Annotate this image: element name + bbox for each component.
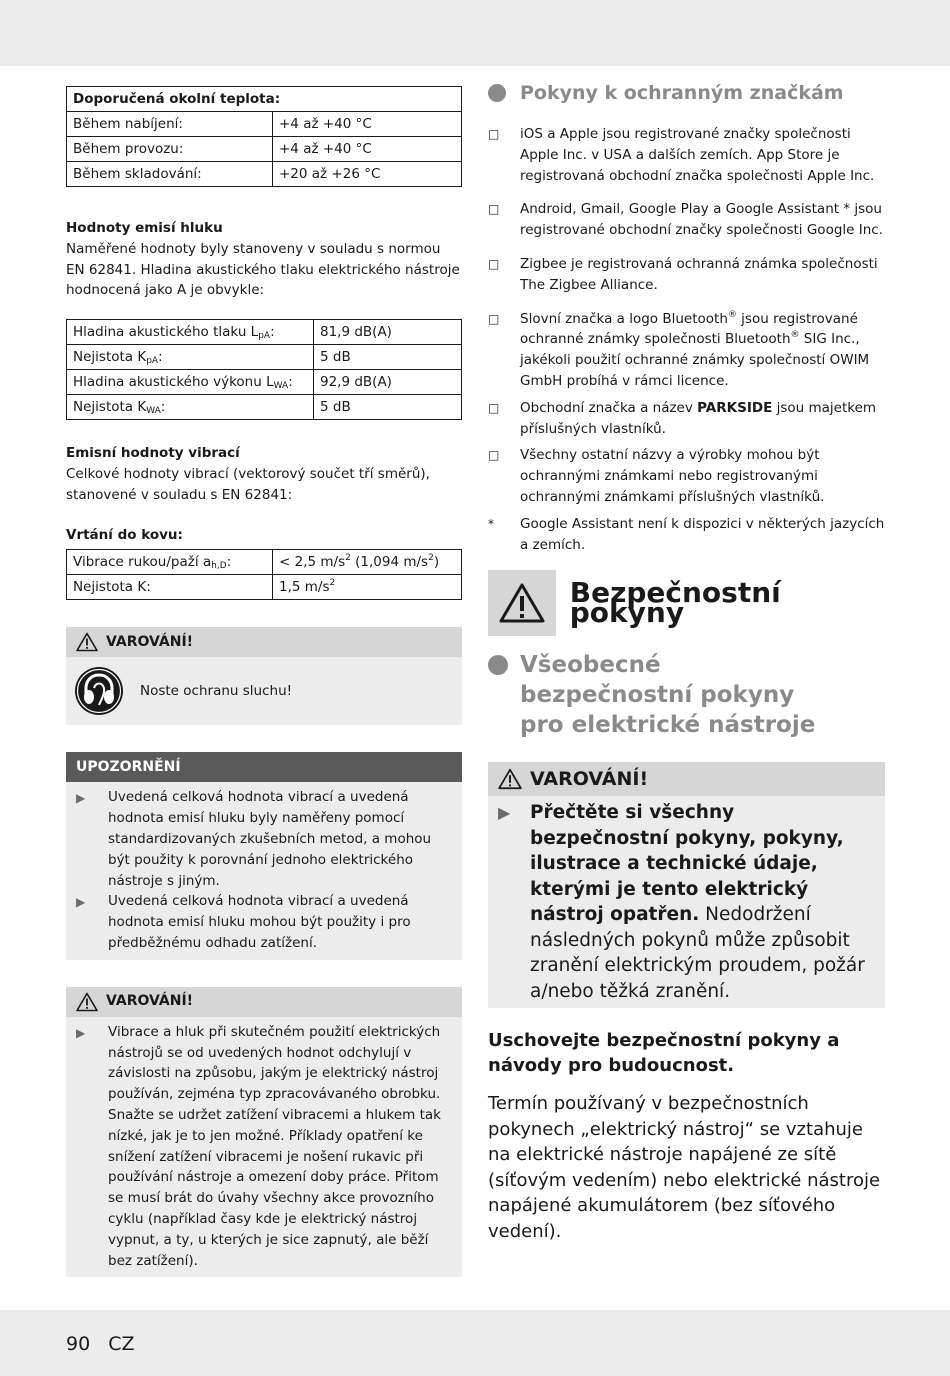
temperature-table (66, 86, 462, 187)
page-number: 90 (66, 1333, 91, 1355)
warning-title: VAROVÁNÍ! (66, 627, 462, 657)
ear-protection-icon (74, 666, 124, 716)
warning-title: VAROVÁNÍ! (488, 762, 885, 796)
list-item: □ Zigbee je registrovaná ochranná známka společnosti The Zigbee Alliance. (488, 254, 885, 296)
top-band (0, 0, 950, 66)
bullet-dot-icon (488, 655, 508, 675)
table-row: Během provozu: +4 až +40 °C (67, 137, 462, 162)
vibration-warning-box (66, 987, 462, 1278)
table-row: Vibrace rukou/paží $a_{h,D}$: < 2,5 $m/s^2$ (1,094 $m/s^2$) (67, 550, 462, 575)
list-item: □ Všechny ostatní názvy a výrobky mohou být ochrannými známkami nebo registrovanými ochrannými známkami příslušných vlastníků. (488, 445, 885, 507)
term-paragraph: Termín používaný v bezpečnostních pokynech „elektrický nástroj“ se vztahuje na elektrické nástroje napájené ze sítě (síťovým vedením) nebo elektrické nástroje napájené akumulátorem (bez síťového vedení). (488, 1093, 881, 1242)
warning-title: VAROVÁNÍ! (66, 987, 462, 1017)
table-row: Nejistota $K_{WA}$: 5 dB (67, 395, 462, 420)
list-item: □ iOS a Apple jsou registrované značky společnosti Apple Inc. v USA a dalších zemích. App Store je registrovaná obchodní značka společnosti Apple Inc. (488, 124, 885, 186)
noise-table (66, 319, 462, 420)
square-bullet-icon: □ (488, 202, 500, 217)
arrow-right-icon: ▶ (76, 895, 86, 910)
trademarks-heading: Pokyny k ochranným značkám (488, 78, 885, 108)
bullet-dot-icon (488, 84, 506, 102)
parkside-brand: PARKSIDE (697, 399, 773, 416)
hearing-warning-text: Noste ochranu sluchu! (140, 682, 293, 699)
table-row: Hladina akustického tlaku $L_{pA}$: 81,9 dB(A) (67, 320, 462, 345)
safety-icon-box (488, 570, 556, 636)
vibration-text: Celkové hodnoty vibrací (vektorový součet tří směrů), stanovené v souladu s EN 62841: (66, 465, 430, 503)
warning-triangle-icon (498, 582, 546, 624)
noise-text: Naměřené hodnoty byly stanoveny v souladu s normou EN 62841. Hladina akustického tlaku elektrického nástroje hodnocená jako A je obvykle: (66, 240, 460, 299)
square-bullet-icon: □ (488, 127, 500, 141)
warning-triangle-icon (76, 992, 98, 1012)
arrow-right-icon: ▶ (76, 1025, 86, 1040)
list-item: ▶ Uvedená celková hodnota vibrací a uvedená hodnota emisí hluku byly naměřeny pomocí standardizovaných zkušebních metod, a mohou být použity k porovnání jednoho elektrického nástroje s jiným. (66, 787, 462, 891)
safety-title: Bezpečnostní pokyny (569, 575, 781, 630)
noise-heading: Hodnoty emisí hluku (66, 220, 223, 236)
page-footer (66, 1333, 147, 1355)
square-bullet-icon: □ (488, 400, 500, 415)
table-row: Hladina akustického výkonu $L_{WA}$: 92,9 dB(A) (67, 370, 462, 395)
square-bullet-icon: □ (488, 448, 500, 463)
square-bullet-icon: □ (488, 256, 500, 271)
vibration-table (66, 549, 462, 600)
list-item: □ Android, Gmail, Google Play a Google Assistant * jsou registrované obchodní značky společnosti Google Inc. (488, 199, 885, 241)
list-item: ▶ Vibrace a hluk při skutečném použití elektrických nástrojů se od uvedených hodnot odchylují v závislosti na způsobu, jakým je elektrický nástroj používán, zejména typ zpracovávaného obrobku. Snažte se udržet zatížení vibracemi a hlukem tak nízké, jak je to jen možné. Příklady opatření ke snížení zatížení vibracemi je nošení rukavic při používání nástroje a omezení doby práce. Přitom se musí brát do úvahy všechny akce provozního cyklu (například časy kde je elektrický nástroj vypnut, a ty, u kterých je sice zapnutý, ale běží bez zatížení). (66, 1022, 462, 1272)
square-bullet-icon: □ (488, 311, 500, 326)
warning-triangle-icon (498, 768, 522, 790)
vibration-subheading: Vrtání do kovu: (66, 526, 183, 543)
safety-warning-box (488, 762, 885, 1008)
table-row: Během nabíjení: +4 až +40 °C (67, 112, 462, 137)
table-row: Nejistota K: 1,5 $m/s^2$ (67, 575, 462, 600)
table-row: Nejistota $K_{pA}$: 5 dB (67, 345, 462, 370)
notice-box (66, 752, 462, 959)
list-item: ▶ Přečtěte si všechny bezpečnostní pokyny, pokyny, ilustrace a technické údaje, kterými je tento elektrický nástroj opatřen. Nedodržení následných pokynů může způsobit zranění elektrickým proudem, požár a/nebo těžká zranění. (488, 796, 885, 1008)
list-item: □ Obchodní značka a název PARKSIDE jsou majetkem příslušných vlastníků. (488, 398, 885, 440)
right-column (488, 78, 885, 1244)
language-code: CZ (108, 1333, 135, 1355)
list-item: □ Slovní značka a logo Bluetooth® jsou registrované ochranné známky společnosti Bluetooth® SIG Inc., jakékoli použití ochranné známky společností OWIM GmbH probíhá v rámci licence. (488, 309, 885, 392)
notice-title: UPOZORNĚNÍ (66, 752, 462, 782)
general-safety-heading: Všeobecné bezpečnostní pokyny pro elektrické nástroje (488, 650, 885, 740)
vibration-heading: Emisní hodnoty vibrací (66, 445, 240, 462)
safety-title-block (488, 570, 885, 636)
list-item: ▶ Uvedená celková hodnota vibrací a uvedená hodnota emisí hluku mohou být použity i pro předběžnému odhadu zatížení. (66, 891, 462, 953)
temperature-table-header: Doporučená okolní teplota: (67, 87, 462, 112)
arrow-right-icon: ▶ (76, 791, 86, 806)
warning-triangle-icon (76, 632, 98, 652)
footnote: * Google Assistant není k dispozici v některých jazycích a zemích. (488, 515, 885, 553)
left-column (66, 86, 462, 1277)
arrow-right-icon: ▶ (498, 803, 511, 823)
table-row: Během skladování: +20 až +26 °C (67, 162, 462, 187)
keep-instructions: Uschovejte bezpečnostní pokyny a návody pro budoucnost. (488, 1030, 840, 1077)
hearing-warning-box (66, 627, 462, 725)
